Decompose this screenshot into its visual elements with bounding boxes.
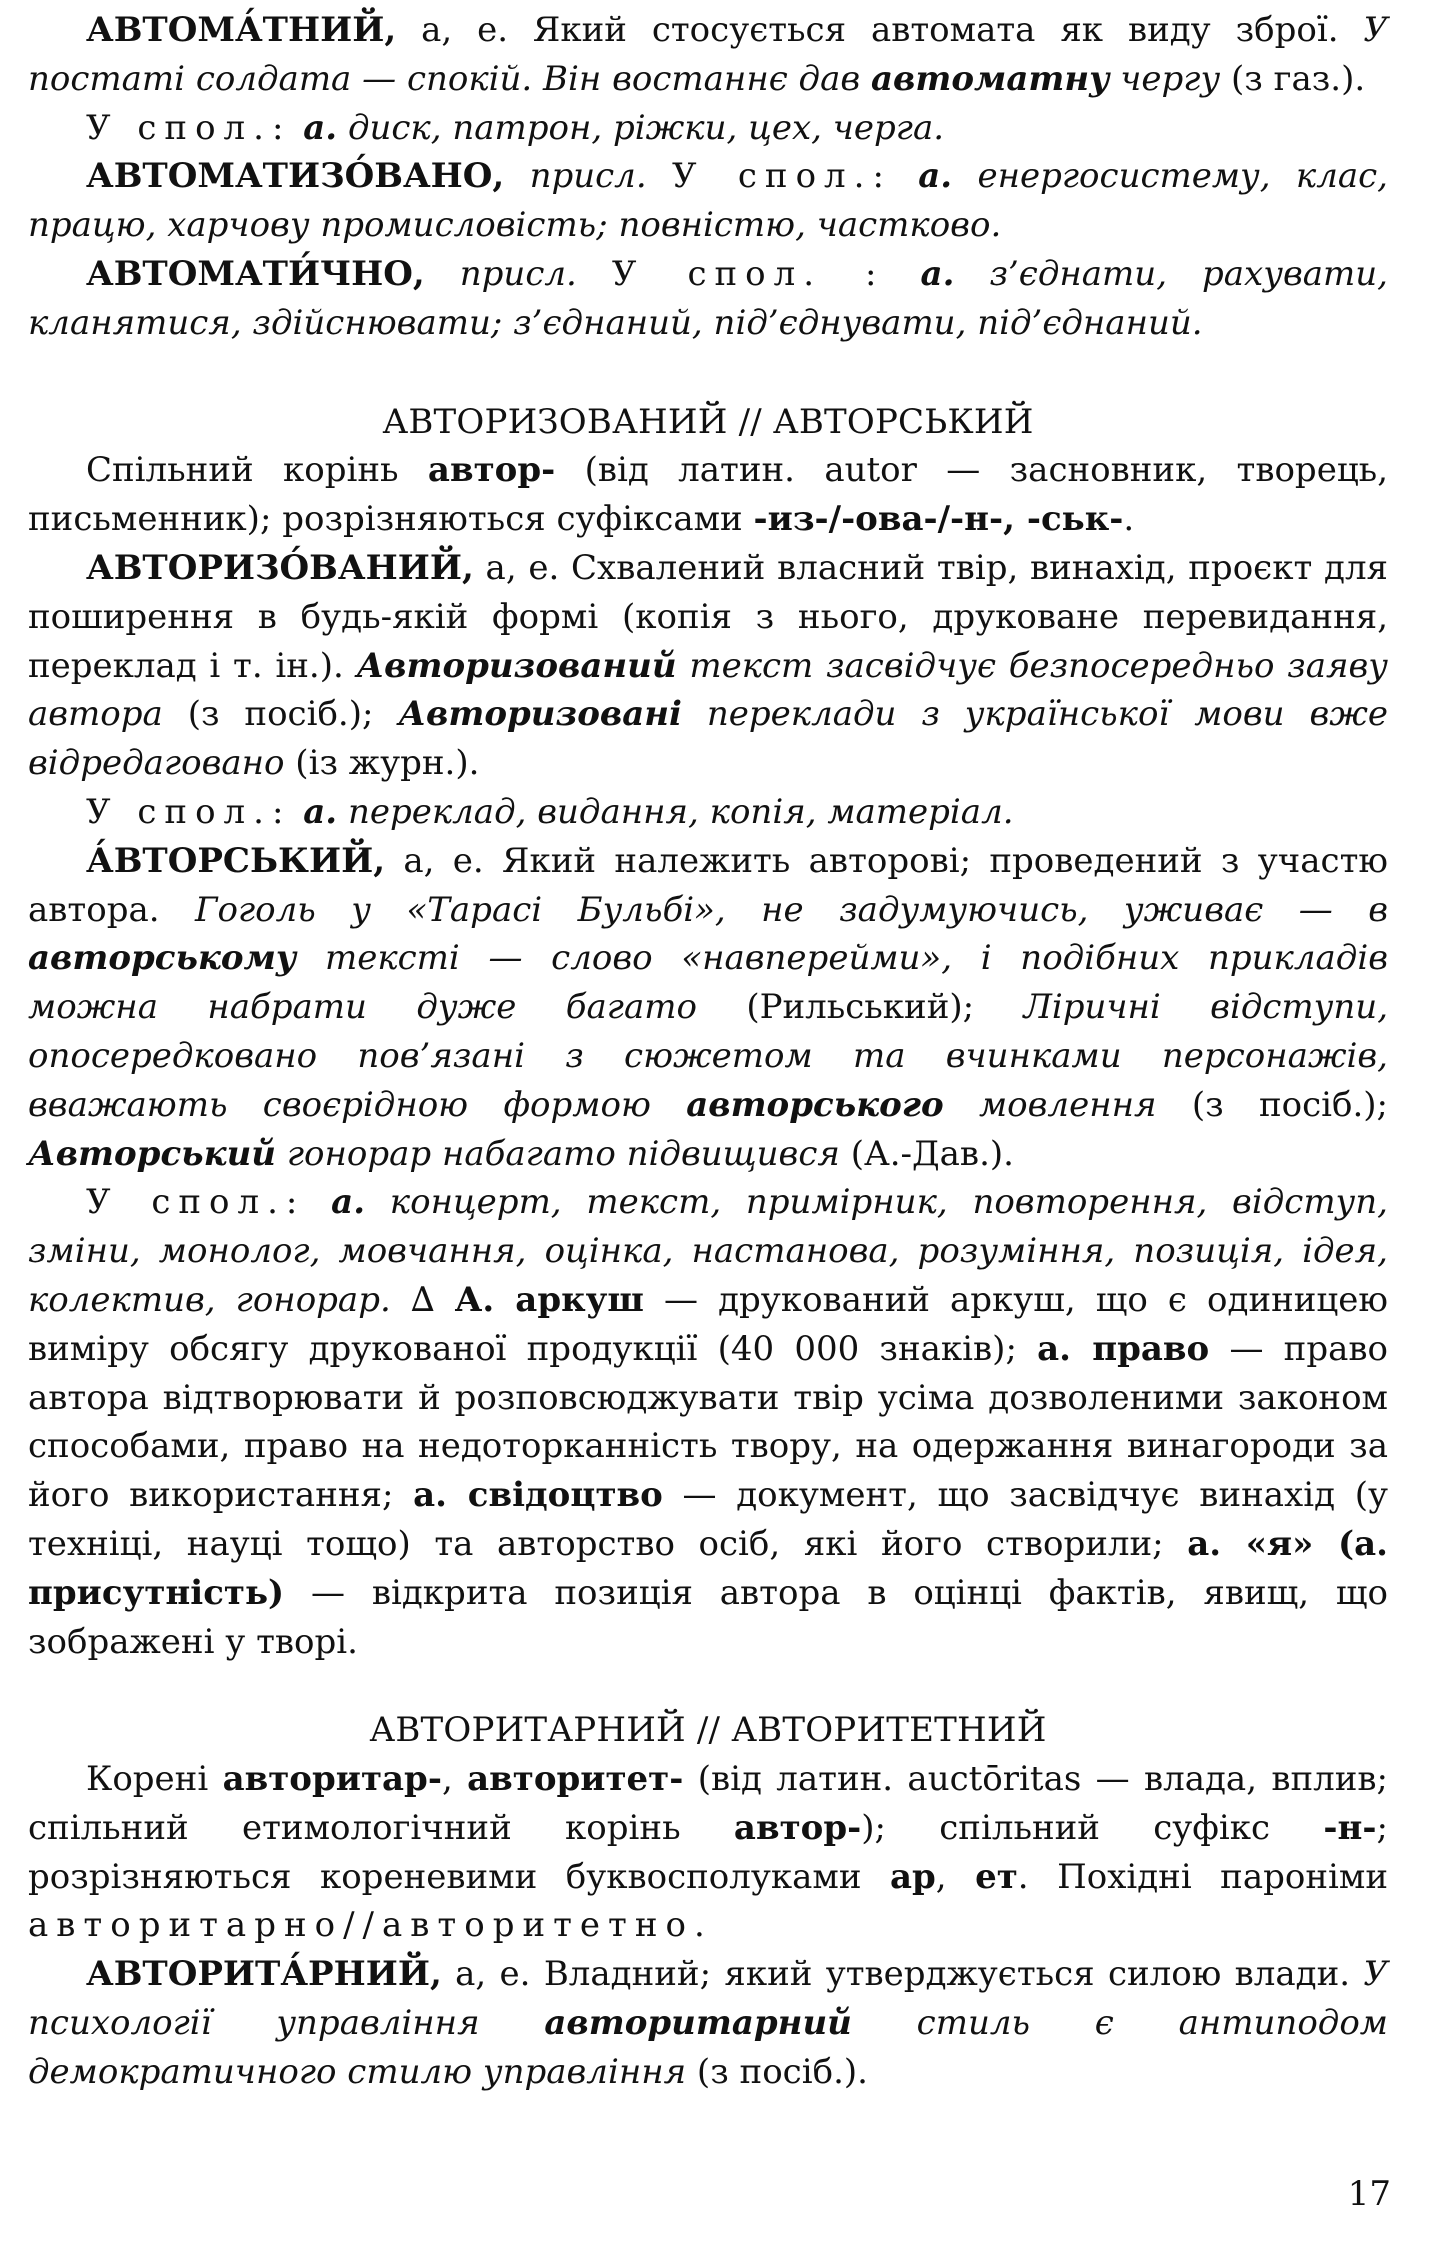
- entry-avtomatnyi: АВТОМА́ТНИЙ, а, е. Який стосується автомата як виду зброї. У постаті солдата — спокій. Він востаннє дав автоматну чергу (з газ.).: [28, 10, 1388, 99]
- usage-label: У спол.:: [671, 156, 892, 197]
- usage-label: У спол. :: [611, 253, 885, 294]
- section-intro: Корені авторитар-, авторитет- (від латин. auctōritas — влада, вплив; спільний етимологічний корінь автор-); спільний суфікс -н-; розрізняються кореневими буквосполуками ар, ет. Похідні пароніми авторитарно//авторитетно.: [28, 1759, 1389, 1946]
- usage-line: У спол.: а. переклад, видання, копія, матеріал.: [86, 791, 1014, 832]
- headword: АВТОРИТА́РНИЙ,: [86, 1954, 442, 1995]
- usage-label: У спол.:: [86, 107, 292, 148]
- headword: А́ВТОРСЬКИЙ,: [86, 840, 386, 881]
- entry-avtorskyi: А́ВТОРСЬКИЙ, а, е. Який належить авторові; проведений з участю автора. Гоголь у «Тарасі Бульбі», не задумуючись, уживає — в авторському тексті — слово «навперейми», і подібних прикладів можна набрати дуже багато (Рильський); Ліричні відступи, опосередковано пов’язані з сюжетом та вчинками персонажів, вважають своєрідною формою авторського мовлення (з посіб.); Авторський гонорар набагато підвищився (А.-Дав.).: [28, 840, 1389, 1174]
- entry-avtomatyzovano: АВТОМАТИЗО́ВАНО, присл. У спол.: а. енергосистему, клас, працю, харчову промисловість; повністю, частково.: [28, 156, 1388, 246]
- usage-label: У спол.:: [86, 791, 292, 832]
- headword: АВТОМАТИ́ЧНО,: [86, 253, 425, 294]
- headword: АВТОМА́ТНИЙ,: [86, 10, 397, 50]
- usage-line: У спол.: а. концерт, текст, примірник, повторення, відступ, зміни, монолог, мовчання, оцінка, настанова, розуміння, позиція, ідея, колектив, гонорар. ∆ А. аркуш — друкований аркуш, що є одиницею виміру обсягу друкованої продукції (40 000 знаків); а. право — право автора відтворювати й розповсюджувати твір усіма дозволеними законом способами, право на недоторканність твору, на одержання винагороди за його використання; а. свідоцтво — документ, що засвідчує винахід (у техніці, науці тощо) та авторство осіб, які його створили; а. «я» (а. присутність) — відкрита позиція автора в оцінці фактів, явищ, що зображені у творі.: [28, 1182, 1389, 1662]
- spaced-paronyms: авторитарно//авторитетно: [28, 1905, 694, 1946]
- dictionary-page: [28, 6, 1388, 2097]
- entry-avtoryzovanyi: АВТОРИЗО́ВАНИЙ, а, е. Схвалений власний твір, винахід, проєкт для поширення в будь-якій формі (копія з нього, друковане перевидання, переклад і т. ін.). Авторизований текст засвідчує безпосередньо заяву автора (з посіб.); Авторизовані переклади з української мови вже відредаговано (із журн.).: [28, 547, 1388, 784]
- page-number: 17: [1347, 2174, 1391, 2214]
- usage-label: У спол.:: [86, 1182, 306, 1223]
- section-heading: АВТОРИТАРНИЙ // АВТОРИТЕТНИЙ: [369, 1710, 1047, 1751]
- entry-avtorytarnyi: АВТОРИТА́РНИЙ, а, е. Владний; який утверджується силою влади. У психології управління авторитарний стиль є антиподом демократичного стилю управління (з посіб.).: [28, 1954, 1388, 2092]
- usage-line: У спол.: а. диск, патрон, ріжки, цех, черга.: [86, 107, 945, 148]
- section-heading: АВТОРИЗОВАНИЙ // АВТОРСЬКИЙ: [382, 401, 1034, 442]
- delta-symbol: ∆: [390, 1279, 455, 1320]
- section-intro: Спільний корінь автор- (від латин. autor — засновник, творець, письменник); розрізняються суфіксами -из-/-ова-/-н-, -ськ-.: [28, 450, 1389, 540]
- headword: АВТОМАТИЗО́ВАНО,: [86, 156, 505, 197]
- entry-avtomatychno: АВТОМАТИ́ЧНО, присл. У спол. : а. з’єднати, рахувати, кланятися, здійснювати; з’єднаний, під’єднувати, під’єднаний.: [28, 253, 1388, 343]
- headword: АВТОРИЗО́ВАНИЙ,: [86, 547, 474, 588]
